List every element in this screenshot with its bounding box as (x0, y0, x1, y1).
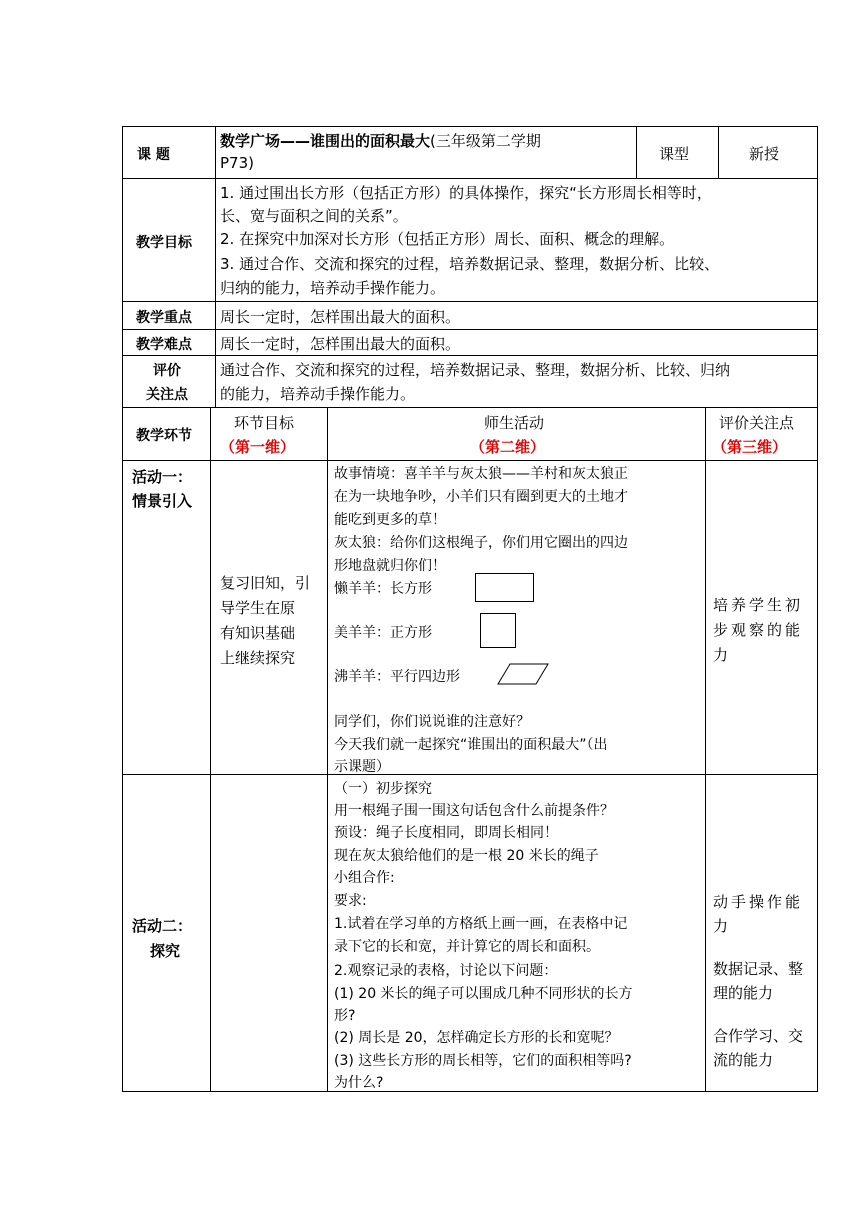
evaluation-label-2: 关注点 (146, 387, 188, 403)
explore-line: 现在灰太狼给他们的是一根 20 米长的绳子 (334, 848, 599, 864)
story-line: 能吃到更多的草！ (334, 512, 446, 528)
activity1-goal: 上继续探究 (220, 649, 296, 667)
explore-line: (3) 这些长方形的周长相等，它们的面积相等吗? (334, 1053, 632, 1069)
story-line: 灰太狼：给你们这根绳子，你们用它圈出的四边 (334, 535, 628, 551)
evaluation-line: 通过合作、交流和探究的过程，培养数据记录、整理，数据分析、比较、归纳 (220, 361, 731, 379)
activity1-goal: 复习旧知，引 (220, 574, 311, 592)
explore-line: (2) 周长是 20，怎样确定长方形的长和宽呢？ (334, 1030, 619, 1046)
evaluation-label-1: 评价 (153, 363, 181, 379)
fei-yangyang-line: 沸羊羊：平行四边形 (334, 669, 460, 685)
key-point-value: 周长一定时，怎样围出最大的面积。 (220, 308, 461, 326)
activity1-goal: 有知识基础 (220, 624, 296, 642)
parallelogram-shape (496, 663, 550, 685)
activity2-eval: 数据记录、整 (713, 960, 804, 978)
activity2-eval: 动手操作能 (713, 893, 804, 911)
explore-line: 要求: (334, 893, 367, 909)
square-shape (480, 613, 516, 648)
explore-line: （一）初步探究 (334, 781, 432, 797)
objective-line: 2. 在探究中加深对长方形（包括正方形）周长、面积、概念的理解。 (220, 230, 675, 248)
closing-line: 示课题） (334, 759, 390, 775)
col-header-activity: 师生活动 (484, 414, 545, 432)
objectives-label: 教学目标 (136, 235, 192, 251)
objective-line: 1. 通过围出长方形（包括正方形）的具体操作，探究“长方形周长相等时， (220, 184, 712, 202)
col-header-activity-sub: （第二维） (470, 438, 546, 456)
activity2-eval: 流的能力 (713, 1051, 774, 1069)
difficulty-value: 周长一定时，怎样围出最大的面积。 (220, 335, 461, 353)
col-header-eval-sub: （第三维） (712, 438, 788, 456)
title-label: 课 题 (137, 147, 170, 163)
difficulty-label: 教学难点 (136, 337, 192, 353)
activity2-name: 活动二： (132, 917, 193, 935)
lesson-title-grade: (三年级第二学期 (430, 132, 541, 150)
key-point-label: 教学重点 (136, 310, 192, 326)
activity1-goal: 导学生在原 (220, 599, 296, 617)
explore-line: 形? (334, 1008, 356, 1024)
lesson-title-main: 数学广场——谁围出的面积最大 (220, 132, 431, 150)
lesson-title-page: P73) (220, 154, 254, 172)
explore-line: 1.试着在学习单的方格纸上画一画，在表格中记 (334, 916, 628, 932)
explore-line: 小组合作: (334, 870, 395, 886)
col-header-eval: 评价关注点 (719, 414, 795, 432)
lan-yangyang-line: 懒羊羊：长方形 (334, 581, 432, 597)
objective-line: 3. 通过合作、交流和探究的过程，培养数据记录、整理，数据分析、比较、 (220, 255, 720, 273)
objective-line: 长、宽与面积之间的关系”。 (220, 207, 408, 225)
col-header-phase: 教学环节 (136, 428, 192, 444)
activity1-name: 情景引入 (132, 492, 193, 510)
activity2-eval: 理的能力 (713, 984, 774, 1002)
explore-line: 预设：绳子长度相同，即周长相同！ (334, 825, 558, 841)
activity1-eval: 培养学生初 (713, 596, 804, 614)
activity2-eval: 合作学习、交 (713, 1027, 804, 1045)
story-line: 形地盘就归你们！ (334, 558, 446, 574)
lesson-type-label: 课型 (659, 145, 690, 163)
lesson-title (220, 130, 541, 151)
explore-line: (1) 20 米长的绳子可以围成几种不同形状的长方 (334, 986, 633, 1002)
objective-line: 归纳的能力，培养动手操作能力。 (220, 279, 446, 297)
story-line: 在为一块地争吵，小羊们只有圈到更大的土地才 (334, 489, 628, 505)
activity2-name: 探究 (150, 942, 181, 960)
explore-line: 录下它的长和宽，并计算它的周长和面积。 (334, 939, 600, 955)
rectangle-shape (475, 573, 534, 602)
activity2-eval: 力 (713, 917, 729, 935)
story-line: 故事情境：喜羊羊与灰太狼——羊村和灰太狼正 (334, 466, 628, 482)
evaluation-line: 的能力，培养动手操作能力。 (220, 385, 416, 403)
closing-line: 今天我们就一起探究“谁围出的面积最大”（出 (334, 737, 608, 753)
lesson-type-value: 新授 (749, 145, 780, 163)
activity1-eval: 步观察的能 (713, 621, 804, 639)
col-header-goal-sub: （第一维） (220, 438, 296, 456)
closing-line: 同学们，你们说说谁的注意好？ (334, 714, 530, 730)
activity1-eval: 力 (713, 646, 729, 664)
col-header-goal: 环节目标 (234, 414, 295, 432)
mei-yangyang-line: 美羊羊：正方形 (334, 625, 432, 641)
explore-line: 为什么? (334, 1075, 384, 1091)
explore-line: 2.观察记录的表格，讨论以下问题： (334, 963, 558, 979)
explore-line: 用一根绳子围一围这句话包含什么前提条件？ (334, 803, 614, 819)
activity1-name: 活动一： (132, 468, 193, 486)
